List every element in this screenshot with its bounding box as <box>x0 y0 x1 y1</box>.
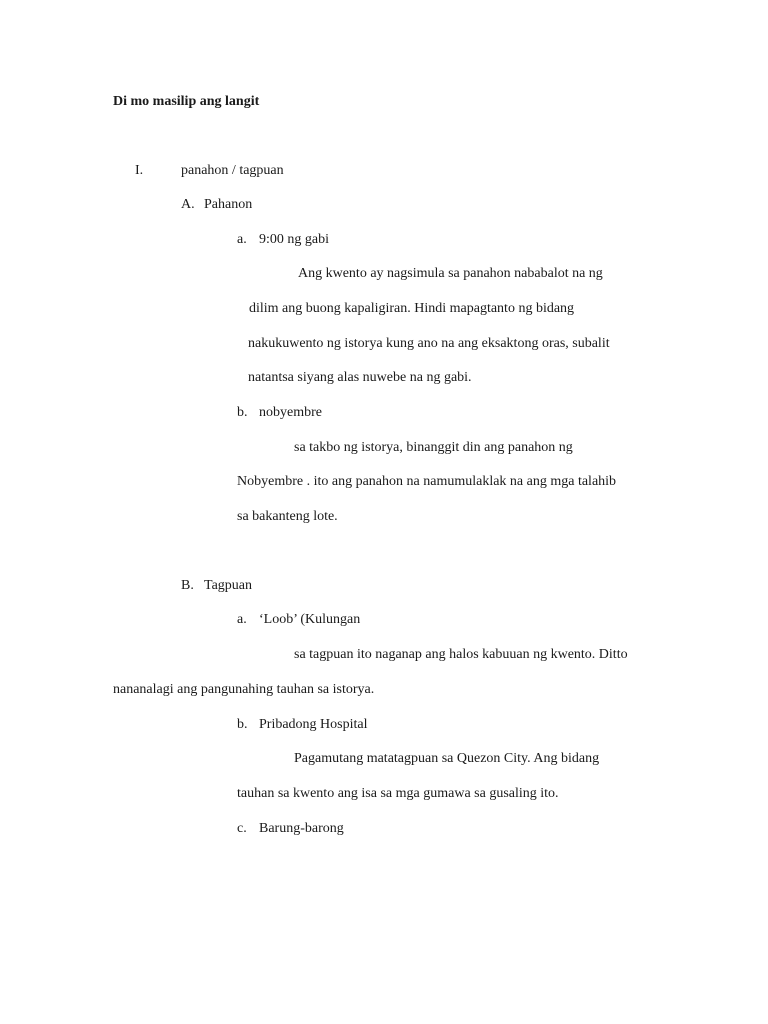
item-a-b-paragraph-line: sa takbo ng istorya, binanggit din ang panahon ng <box>294 440 573 455</box>
item-b-b-marker: b. <box>237 717 248 732</box>
item-a-b-paragraph-line: sa bakanteng lote. <box>237 509 338 524</box>
section-i-heading: panahon / tagpuan <box>181 163 284 178</box>
item-b-c-marker: c. <box>237 821 247 836</box>
item-b-a-heading: ‘Loob’ (Kulungan <box>259 612 361 627</box>
document-title: Di mo masilip ang langit <box>113 94 260 109</box>
item-a-b-marker: b. <box>237 405 248 420</box>
item-a-a-marker: a. <box>237 232 247 247</box>
item-a-b-paragraph-line: Nobyembre . ito ang panahon na namumulaklak na ang mga talahib <box>237 474 617 489</box>
item-a-a-heading: 9:00 ng gabi <box>259 232 329 247</box>
item-a-a-paragraph-line: nakukuwento ng istorya kung ano na ang eksaktong oras, subalit <box>248 336 610 351</box>
item-b-a-marker: a. <box>237 612 247 627</box>
item-b-b-paragraph-line: tauhan sa kwento ang isa sa mga gumawa sa gusaling ito. <box>237 786 559 801</box>
item-a-a-paragraph-line: dilim ang buong kapaligiran. Hindi mapagtanto ng bidang <box>249 301 575 316</box>
item-b-b-paragraph-line: Pagamutang matatagpuan sa Quezon City. Ang bidang <box>294 751 600 766</box>
section-i-marker: I. <box>135 163 144 178</box>
section-b-heading: Tagpuan <box>204 578 253 593</box>
item-a-a-paragraph-line: Ang kwento ay nagsimula sa panahon nababalot na ng <box>298 266 603 281</box>
item-a-b-heading: nobyembre <box>259 405 322 420</box>
item-b-a-paragraph-line: nananalagi ang pangunahing tauhan sa istorya. <box>113 682 375 697</box>
item-b-c-heading: Barung-barong <box>259 821 344 836</box>
item-b-b-heading: Pribadong Hospital <box>259 717 368 732</box>
item-a-a-paragraph-line: natantsa siyang alas nuwebe na ng gabi. <box>248 370 472 385</box>
item-b-a-paragraph-line: sa tagpuan ito naganap ang halos kabuuan ng kwento. Ditto <box>294 647 628 662</box>
section-a-marker: A. <box>181 197 195 212</box>
section-a-heading: Pahanon <box>204 197 253 212</box>
section-b-marker: B. <box>181 578 194 593</box>
